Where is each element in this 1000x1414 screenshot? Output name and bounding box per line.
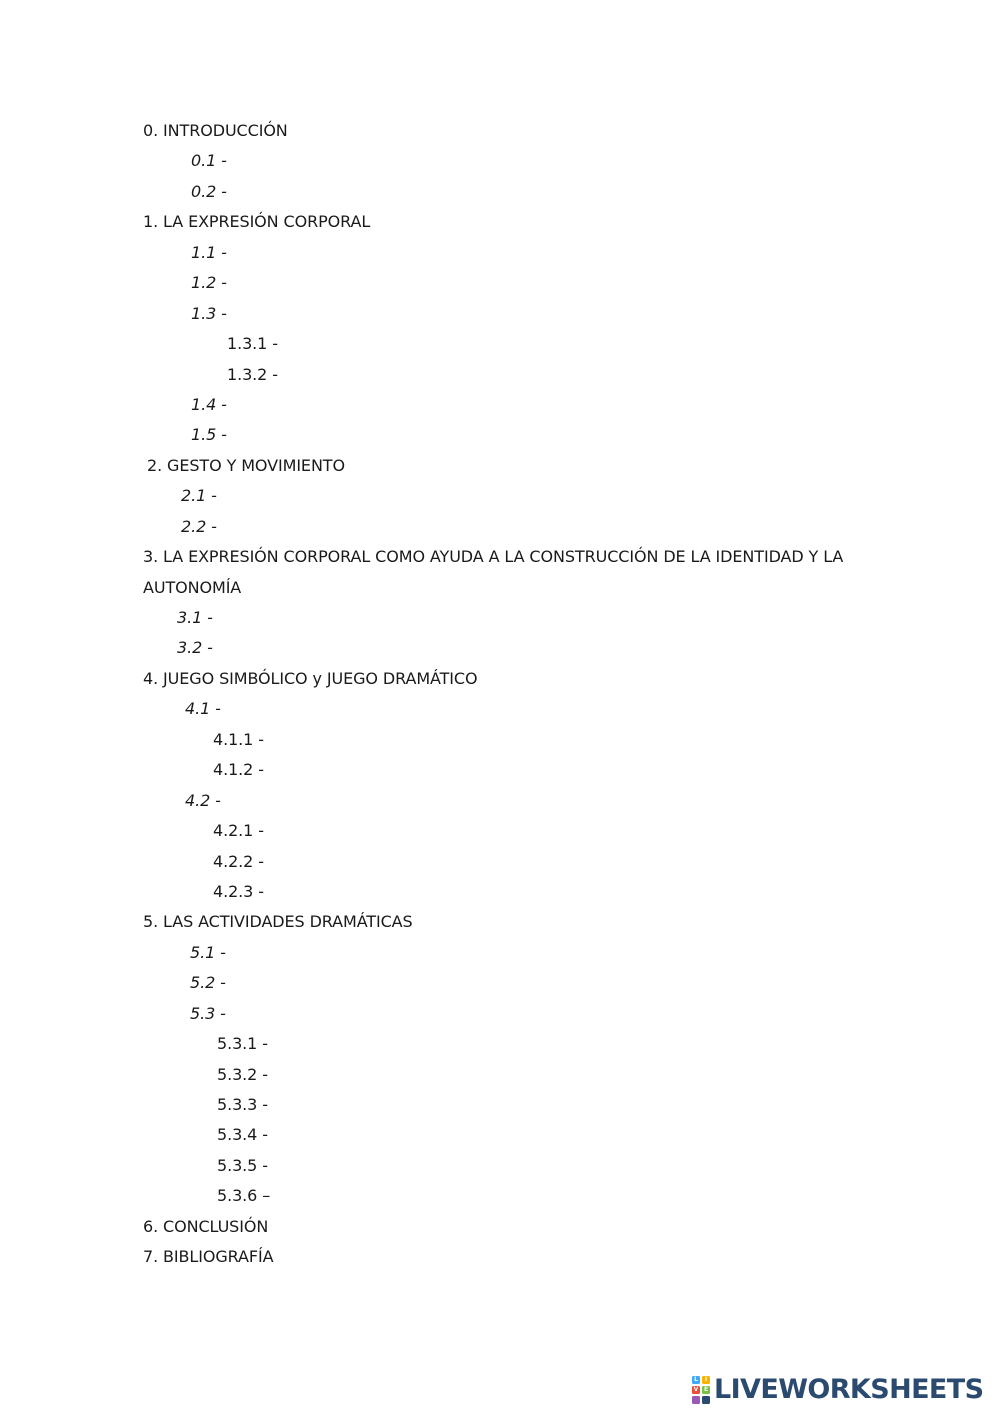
toc-line: 4.2.1 - — [213, 821, 264, 841]
toc-line: 4.2.2 - — [213, 851, 264, 871]
liveworksheets-logo[interactable] — [692, 1374, 983, 1406]
toc-line: 5.3.3 - — [217, 1095, 268, 1114]
toc-line: 5.3 - — [190, 1003, 226, 1023]
toc-line: 4.2.3 - — [213, 881, 264, 901]
toc-line: 1.3.2 - — [227, 364, 278, 384]
toc-line: 6. CONCLUSIÓN — [143, 1216, 269, 1236]
toc-line: 2. GESTO Y MOVIMIENTO — [147, 455, 345, 475]
logo-mark-cell: E — [703, 1386, 709, 1393]
toc-line: 0.1 - — [191, 151, 227, 171]
toc-line: 5.3.6 – — [217, 1186, 271, 1206]
toc-line: 1.3 - — [191, 303, 227, 323]
toc-line: 2.2 - — [181, 516, 217, 536]
toc-line: 5.2 - — [190, 973, 226, 993]
logo-mark-cell: L — [692, 1376, 700, 1384]
toc-line: 5. LAS ACTIVIDADES DRAMÁTICAS — [143, 912, 413, 932]
toc-line: 3. LA EXPRESIÓN CORPORAL COMO AYUDA A LA CONSTRUCCIÓN DE LA IDENTIDAD Y LA — [143, 547, 844, 567]
toc-line: 7. BIBLIOGRAFÍA — [143, 1247, 274, 1267]
toc-line: 1.3.1 - — [227, 334, 278, 354]
toc-line: 4.1.2 - — [213, 760, 264, 780]
table-of-contents — [0, 116, 1000, 1273]
toc-line: 5.3.5 - — [217, 1155, 268, 1175]
toc-line: 5.3.2 - — [217, 1064, 268, 1084]
logo-wordmark: LIVEWORKSHEETS — [714, 1374, 984, 1405]
toc-line: 0. INTRODUCCIÓN — [143, 121, 288, 140]
toc-line: 1. LA EXPRESIÓN CORPORAL — [143, 212, 371, 232]
liveworksheets-logo-icon — [692, 1376, 710, 1404]
logo-mark-cell — [692, 1396, 700, 1404]
toc-line: 4. JUEGO SIMBÓLICO y JUEGO DRAMÁTICO — [143, 668, 478, 688]
toc-line: 1.2 - — [191, 273, 227, 293]
logo-mark-cell — [702, 1396, 710, 1404]
logo-mark-cell: V — [693, 1386, 699, 1393]
toc-line: 4.1.1 - — [213, 729, 264, 749]
toc-line: 5.1 - — [190, 942, 226, 962]
logo-mark-cell: I — [702, 1376, 710, 1384]
toc-line: 1.5 - — [191, 425, 227, 445]
toc-line: 4.1 - — [185, 699, 221, 719]
toc-line: 3.1 - — [177, 608, 213, 627]
toc-line: 4.2 - — [185, 790, 221, 810]
toc-line: AUTONOMÍA — [143, 577, 242, 597]
toc-line: 3.2 - — [177, 638, 213, 658]
toc-line: 1.4 - — [191, 394, 227, 414]
toc-line: 0.2 - — [191, 181, 227, 201]
toc-line: 2.1 - — [181, 486, 217, 506]
toc-line: 1.1 - — [191, 242, 227, 262]
toc-line: 5.3.1 - — [217, 1034, 268, 1054]
toc-line: 5.3.4 - — [217, 1125, 268, 1145]
